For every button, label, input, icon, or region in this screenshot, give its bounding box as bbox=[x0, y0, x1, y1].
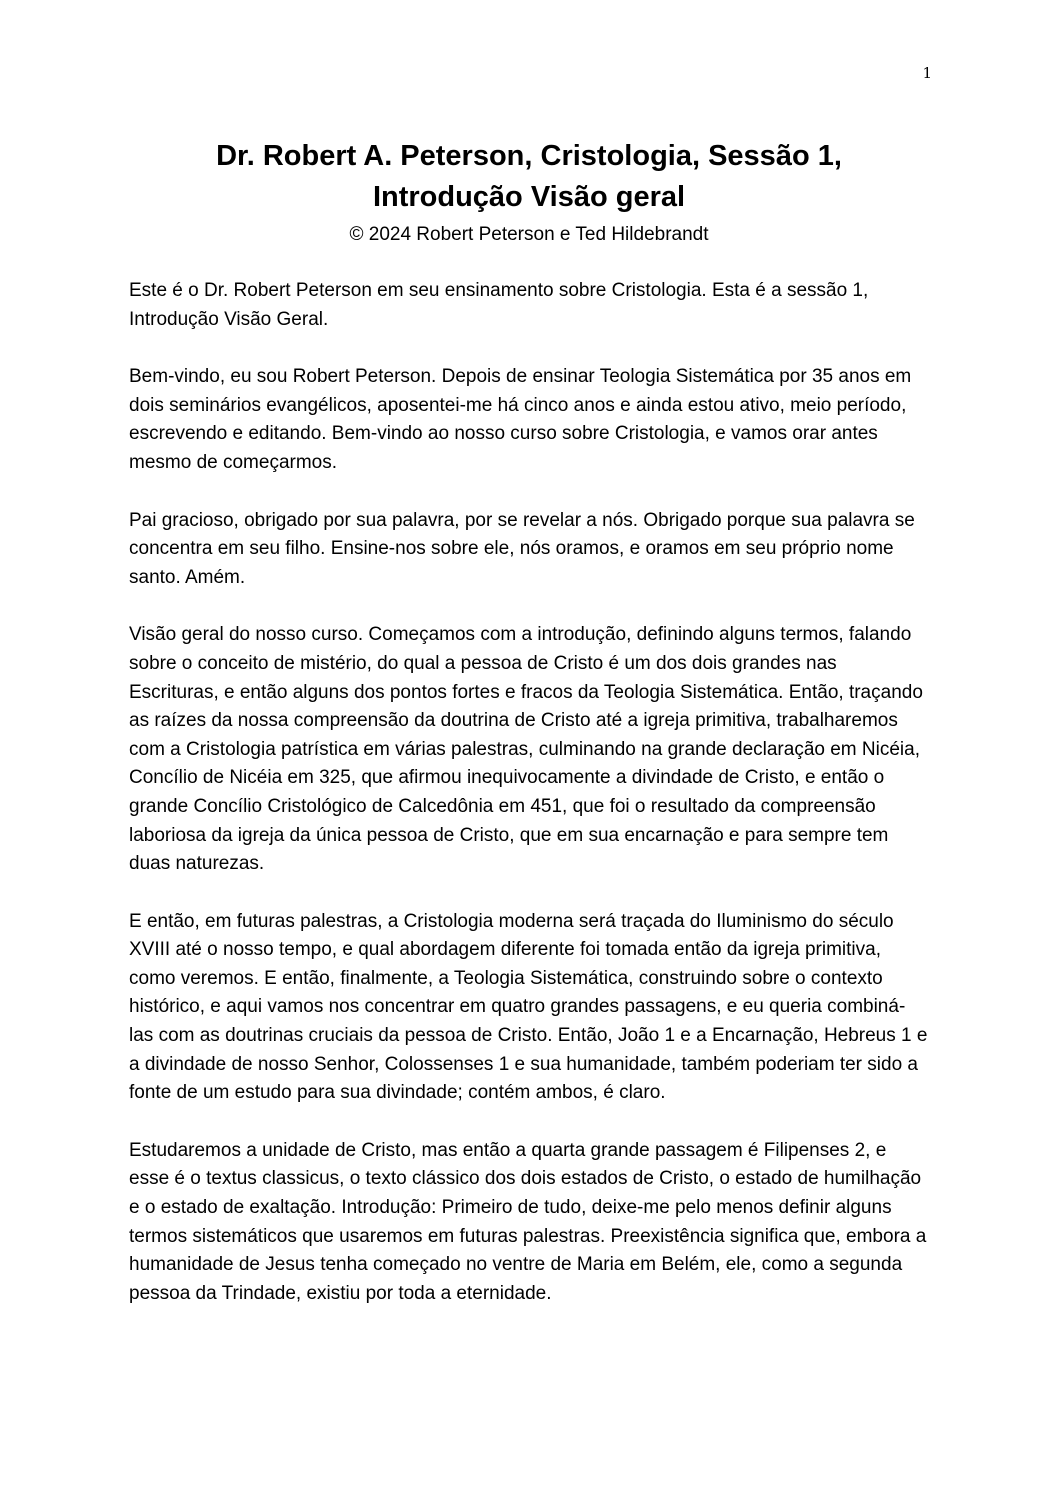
document-title bbox=[0, 136, 1058, 218]
title-line-2: Introdução Visão geral bbox=[372, 181, 686, 213]
paragraph-4: Visão geral do nosso curso. Começamos com a introdução, definindo alguns termos, falando sobre o conceito de mistério, do qual a pessoa de Cristo é um dos dois grandes nas Escrituras, e então alguns dos pontos fortes e fracos da Teologia Sistemática. Então, traçando as raízes da nossa compreensão da doutrina de Cristo até a igreja primitiva, trabalharemos com a Cristologia patrística em várias palestras, culminando na grande declaração em Nicéia, Concílio de Nicéia em 325, que afirmou inequivocamente a divindade de Cristo, e então o grande Concílio Cristológico de Calcedônia em 451, que foi o resultado da compreensão laboriosa da igreja da única pessoa de Cristo, que em sua encarnação e para sempre tem duas naturezas. bbox=[129, 624, 923, 875]
title-line-1: Dr. Robert A. Peterson, Cristologia, Sessão 1, bbox=[216, 140, 842, 172]
paragraph-3: Pai gracioso, obrigado por sua palavra, por se revelar a nós. Obrigado porque sua palavra se concentra em seu filho. Ensine-nos sobre ele, nós oramos, e oramos em seu próprio nome santo. Amém. bbox=[129, 509, 915, 588]
paragraph-1: Este é o Dr. Robert Peterson em seu ensinamento sobre Cristologia. Esta é a sessão 1, Introdução Visão Geral. bbox=[129, 280, 869, 330]
page-number: 1 bbox=[922, 64, 932, 82]
document-body bbox=[129, 277, 929, 1337]
copyright-line: © 2024 Robert Peterson e Ted Hildebrandt bbox=[349, 224, 709, 245]
paragraph-2: Bem-vindo, eu sou Robert Peterson. Depois de ensinar Teologia Sistemática por 35 anos em dois seminários evangélicos, aposentei-me há cinco anos e ainda estou ativo, meio período, escrevendo e editando. Bem-vindo ao nosso curso sobre Cristologia, e vamos orar antes mesmo de começarmos. bbox=[129, 366, 912, 473]
paragraph-6: Estudaremos a unidade de Cristo, mas então a quarta grande passagem é Filipenses 2, e esse é o textus classicus, o texto clássico dos dois estados de Cristo, o estado de humilhação e o estado de exaltação. Introdução: Primeiro de tudo, deixe-me pelo menos definir alguns termos sistemáticos que usaremos em futuras palestras. Preexistência significa que, embora a humanidade de Jesus tenha começado no ventre de Maria em Belém, ele, como a segunda pessoa da Trindade, existiu por toda a eternidade. bbox=[129, 1139, 927, 1304]
paragraph-5: E então, em futuras palestras, a Cristologia moderna será traçada do Iluminismo do século XVIII até o nosso tempo, e qual abordagem diferente foi tomada então da igreja primitiva, como veremos. E então, finalmente, a Teologia Sistemática, construindo sobre o contexto histórico, e aqui vamos nos concentrar em quatro grandes passagens, e eu queria combiná-las com as doutrinas cruciais da pessoa de Cristo. Então, João 1 e a Encarnação, Hebreus 1 e a divindade de nosso Senhor, Colossenses 1 e sua humanidade, também poderiam ter sido a fonte de um estudo para sua divindade; contém ambos, é claro. bbox=[129, 910, 928, 1104]
